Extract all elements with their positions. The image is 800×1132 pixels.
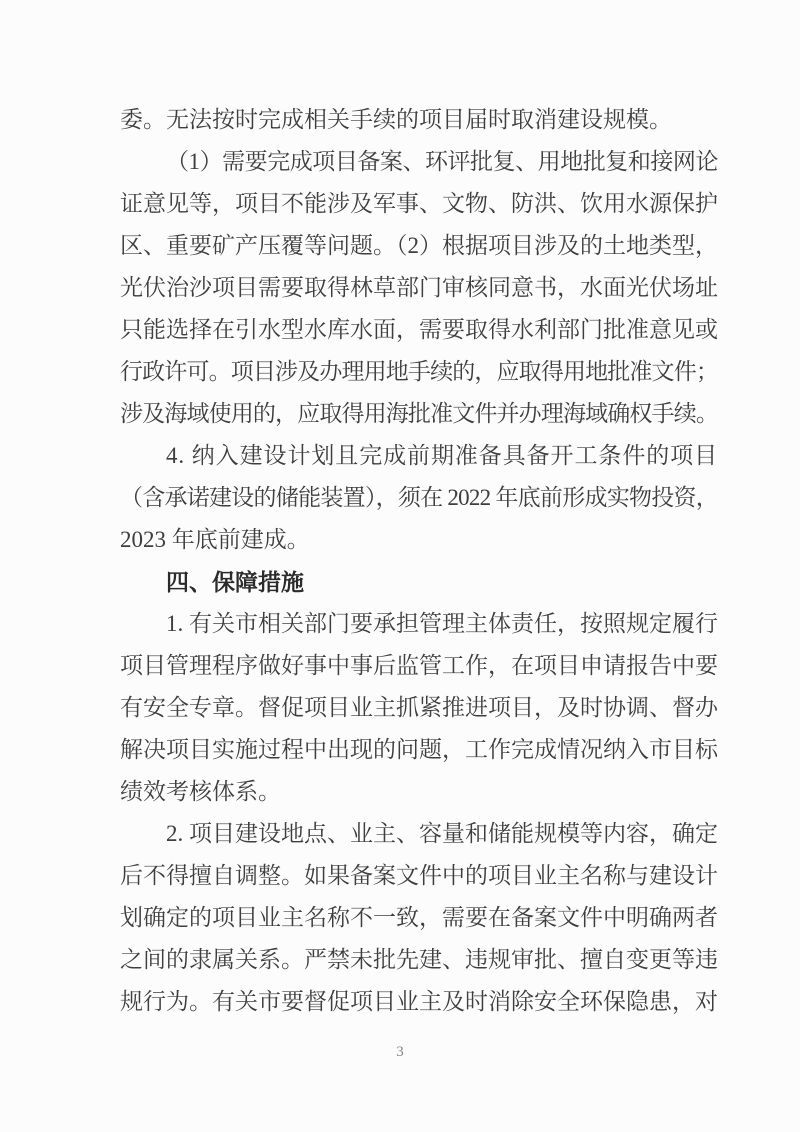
section-heading (120, 561, 718, 603)
text-line (120, 141, 718, 183)
text-line (120, 309, 718, 351)
text-line-content: 解决项目实施过程中出现的问题，工作完成情况纳入市目标 (120, 737, 718, 762)
text-line-content: 光伏治沙项目需要取得林草部门审核同意书，水面光伏场址 (120, 275, 718, 300)
text-line-content: 涉及海域使用的，应取得用海批准文件并办理海域确权手续。 (120, 401, 719, 426)
text-line (120, 645, 718, 687)
text-line (120, 729, 718, 771)
text-line (120, 771, 718, 813)
text-line (120, 351, 718, 393)
text-line (120, 435, 718, 477)
text-line (120, 687, 718, 729)
text-line-content: 四、保障措施 (166, 569, 304, 595)
text-line-content: 后不得擅自调整。如果备案文件中的项目业主名称与建设计 (120, 863, 718, 888)
text-line-content: 区、重要矿产压覆等问题。（2）根据项目涉及的土地类型， (120, 233, 718, 258)
text-line-content: 1. 有关市相关部门要承担管理主体责任，按照规定履行 (166, 611, 718, 636)
text-line-content: 项目管理程序做好事中事后监管工作，在项目申请报告中要 (120, 653, 718, 678)
document-body (120, 99, 718, 1023)
text-line-content: 规行为。有关市要督促项目业主及时消除安全环保隐患，对 (120, 989, 718, 1014)
text-line-content: 划确定的项目业主名称不一致，需要在备案文件中明确两者 (120, 905, 718, 930)
text-line (120, 267, 718, 309)
text-line (120, 183, 718, 225)
text-line-content: （含承诺建设的储能装置），须在 2022 年底前形成实物投资， (120, 485, 719, 510)
text-line (120, 981, 718, 1023)
page-number: 3 (396, 1044, 404, 1060)
text-line (120, 519, 718, 561)
text-line (120, 855, 718, 897)
text-line (120, 225, 718, 267)
text-line (120, 393, 718, 435)
text-line-content: 4. 纳入建设计划且完成前期准备具备开工条件的项目 (166, 443, 718, 468)
text-line-content: 之间的隶属关系。严禁未批先建、违规审批、擅自变更等违 (120, 947, 718, 972)
text-line-content: 只能选择在引水型水库水面，需要取得水利部门批准意见或 (120, 317, 718, 342)
text-line-content: 证意见等，项目不能涉及军事、文物、防洪、饮用水源保护 (120, 191, 718, 216)
text-line-content: 绩效考核体系。 (120, 779, 281, 804)
text-line (120, 813, 718, 855)
text-line-content: 2. 项目建设地点、业主、容量和储能规模等内容，确定 (166, 821, 718, 846)
text-line (120, 99, 718, 141)
text-line (120, 477, 718, 519)
text-line (120, 603, 718, 645)
text-line-content: 委。无法按时完成相关手续的项目届时取消建设规模。 (120, 107, 672, 132)
text-line-content: 2023 年底前建成。 (120, 527, 310, 552)
text-line-content: （1）需要完成项目备案、环评批复、用地批复和接网论 (166, 149, 719, 174)
text-line (120, 897, 718, 939)
text-line-content: 行政许可。项目涉及办理用地手续的，应取得用地批准文件； (120, 359, 719, 384)
text-line (120, 939, 718, 981)
text-line-content: 有安全专章。督促项目业主抓紧推进项目，及时协调、督办 (120, 695, 718, 720)
